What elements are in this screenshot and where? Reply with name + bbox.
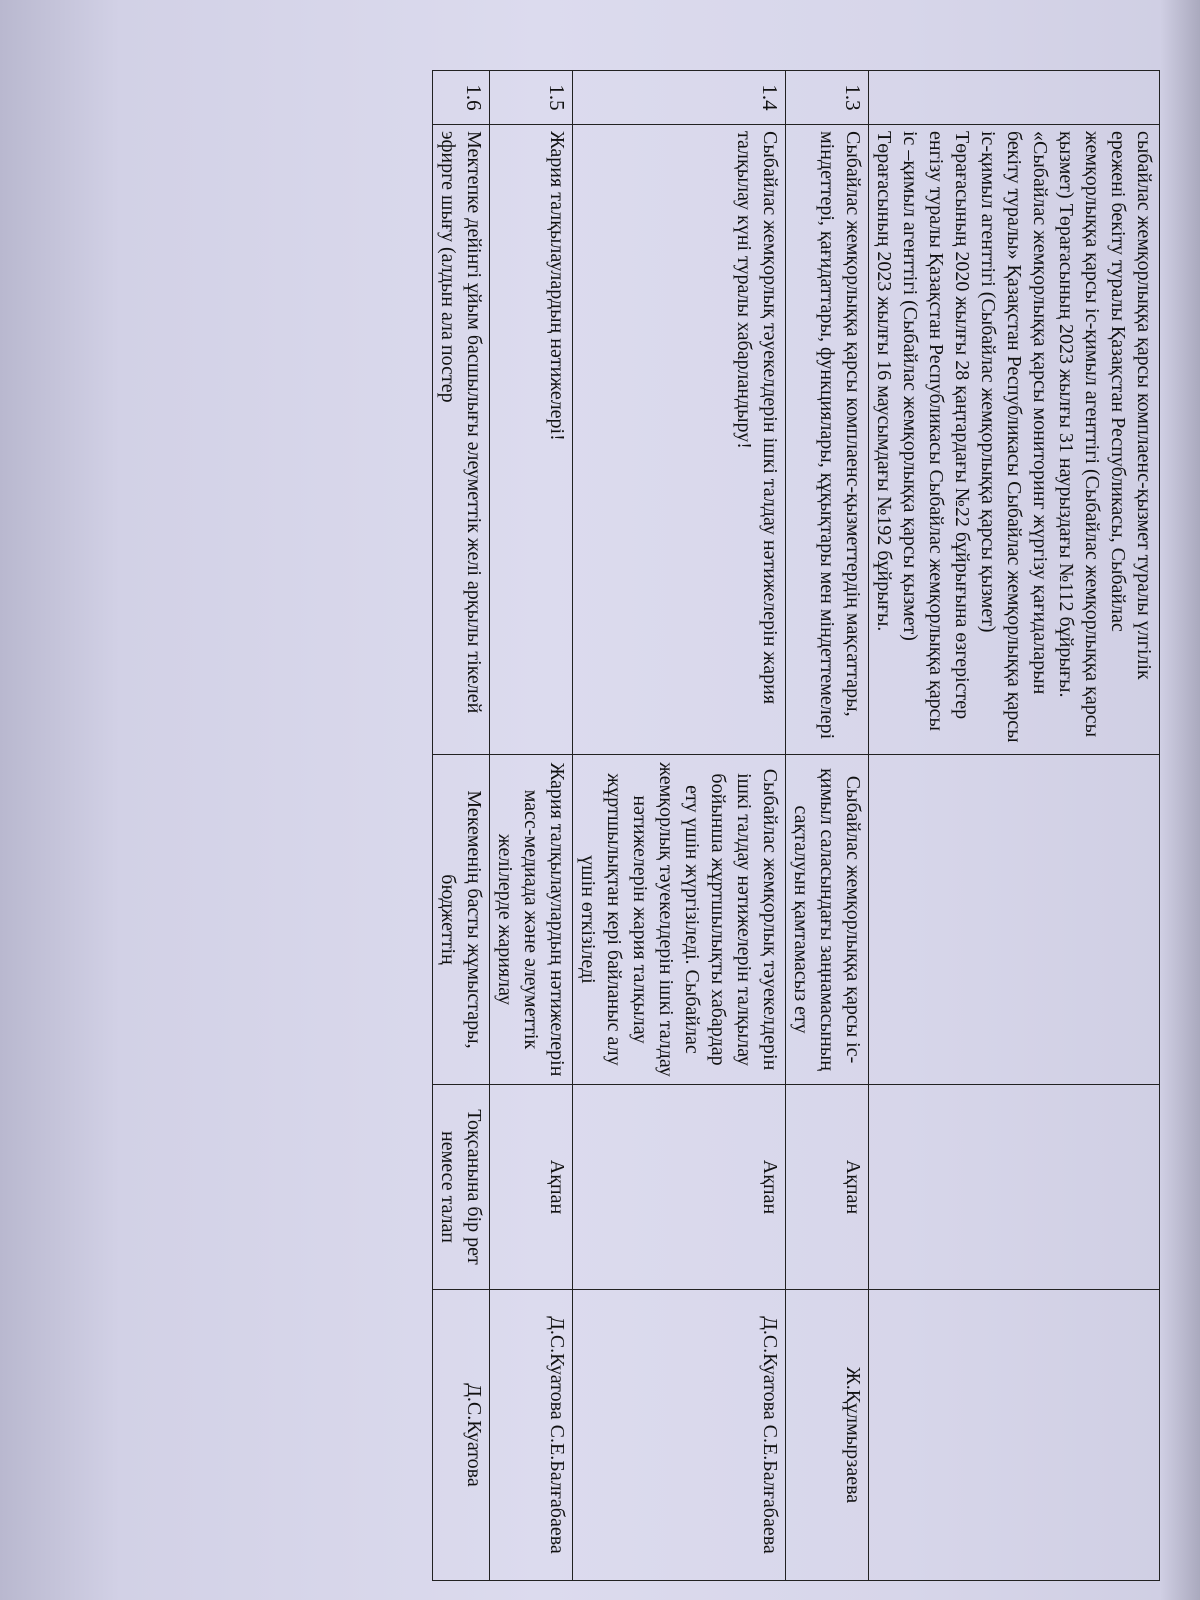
event-name: Сыбайлас жемқорлыққа қарсы комплаенс-қызметтердің мақсаттары, міндеттері, қағидаттары, функциялары, құқықтары мен міндеттемелері [786, 125, 869, 755]
table-row [490, 71, 573, 1581]
table-row [869, 71, 1160, 1581]
rotated-document-page [100, 70, 1160, 1580]
table-row [573, 71, 786, 1581]
deadline: Тоқсанына бір рет немесе талап [433, 1085, 490, 1290]
responsible: Д.С.Куатова [433, 1290, 490, 1581]
table-row [433, 71, 490, 1581]
deadline: Ақпан [786, 1085, 869, 1290]
expected-result: Мекеменің басты жұмыстары, бюджеттің [433, 755, 490, 1085]
deadline: Ақпан [573, 1085, 786, 1290]
expected-result: Сыбайлас жемқорлық тәуекелдерін ішкі талдау нәтижелерін талқылау бойынша жұртшылықты хабардар ету үшін жүргізіледі. Сыбайлас жемқорлық тәуекелдерін ішкі талдау нәтижелерін жария талқылау жұртшылықтан кері байланыс алу үшін өткізіледі [573, 755, 786, 1085]
table-row [786, 71, 869, 1581]
responsible: Ж.Құлмырзаева [786, 1290, 869, 1581]
event-name: Сыбайлас жемқорлық тәуекелдерін ішкі талдау нәтижелерін жария талқылау күні туралы хабарландыру! [573, 125, 786, 755]
expected-result: Сыбайлас жемқорлыққа қарсы іс-қимыл саласындағы заңнамасының сақталуын қамтамасыз ету [786, 755, 869, 1085]
responsible: Д.С.Куатова С.Е.Балғабаева [490, 1290, 573, 1581]
row-number: 1.3 [786, 71, 869, 125]
deadline [869, 1085, 1160, 1290]
row-number: 1.5 [490, 71, 573, 125]
responsible: Д.С.Куатова С.Е.Балғабаева [573, 1290, 786, 1581]
responsible [869, 1290, 1160, 1581]
row-number: 1.6 [433, 71, 490, 125]
plan-table [432, 70, 1160, 1581]
row-number [869, 71, 1160, 125]
event-name: Мектепке дейінгі ұйым басшылығы әлеуметтік желі арқылы тікелей эфирге шығу (алдын ала постер [433, 125, 490, 755]
page-edge-shadow [1160, 0, 1200, 1600]
deadline: Ақпан [490, 1085, 573, 1290]
row-number: 1.4 [573, 71, 786, 125]
expected-result [869, 755, 1160, 1085]
expected-result: Жария талқылаулардың нәтижелерін масс-медиада және әлеуметтік желілерде жариялау [490, 755, 573, 1085]
event-name: Жария талқылаулардың нәтижелері! [490, 125, 573, 755]
event-name: сыбайлас жемқорлыққа қарсы комплаенс-қызмет туралы үлгілік ережені бекіту туралы Қазақстан Республикасы, Сыбайлас жемқорлыққа қарсы іс-қимыл агенттігі (Сыбайлас жемқорлыққа қарсы қызмет) Төрағасының 2023 жылғы 31 наурыздағы №112 бұйрығы. «Сыбайлас жемқорлыққа қарсы мониторинг жүргізу қағидаларын бекіту туралы» Қазақстан Республикасы Сыбайлас жемқорлыққа қарсы іс-қимыл агенттігі (Сыбайлас жемқорлыққа қарсы қызмет) Төрағасының 2020 жылғы 28 қаңтардағы №22 бұйрығына өзгерістер енгізу туралы Қазақстан Республикасы Сыбайлас жемқорлыққа қарсы іс –қимыл агенттігі (Сыбайлас жемқорлыққа қарсы қызмет) Төрағасының 2023 жылғы 16 маусымдағы №192 бұйрығы. [869, 125, 1160, 755]
